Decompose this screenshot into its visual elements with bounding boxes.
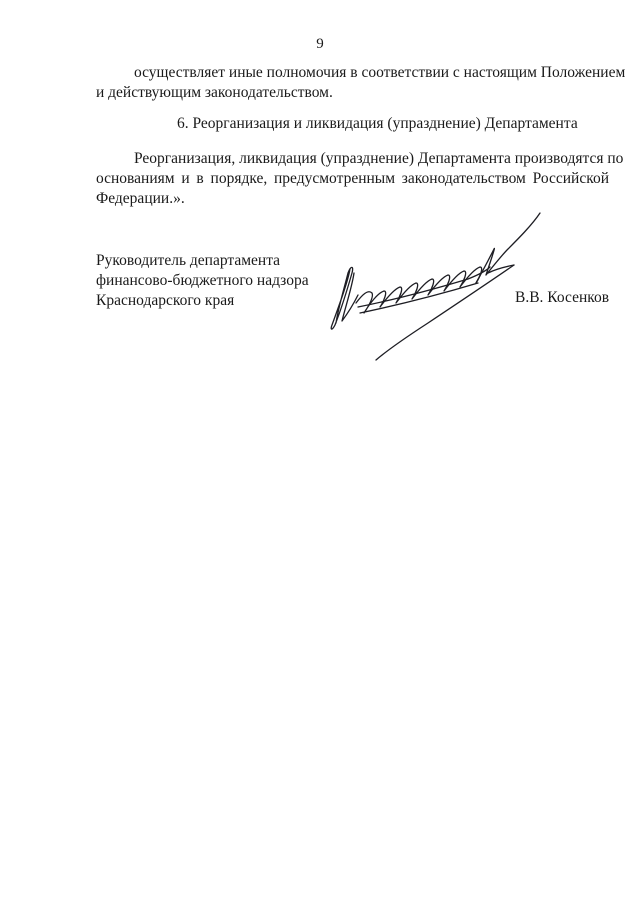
signatory-position-line-1: Руководитель департамента [96, 252, 281, 269]
paragraph-2-line-2: основаниям и в порядке, предусмотренным законодательством Российской [96, 170, 609, 187]
paragraph-1-line-2: и действующим законодательством. [96, 84, 333, 101]
signatory-position [96, 251, 309, 311]
signatory-name: В.В. Косенков [515, 289, 610, 306]
section-heading: 6. Реорганизация и ликвидация (упразднение) Департамента [177, 115, 578, 132]
paragraph-2-line-1: Реорганизация, ликвидация (упразднение) Департамента производятся по [134, 150, 624, 167]
signatory-position-line-2: финансово-бюджетного надзора [96, 272, 309, 289]
handwritten-signature [318, 203, 558, 368]
paragraph-2-line-3: Федерации.». [96, 190, 185, 207]
signatory-position-line-3: Краснодарского края [96, 292, 235, 309]
page-number: 9 [316, 36, 324, 52]
paragraph-1-line-1: осуществляет иные полномочия в соответствии с настоящим Положением [134, 64, 626, 81]
